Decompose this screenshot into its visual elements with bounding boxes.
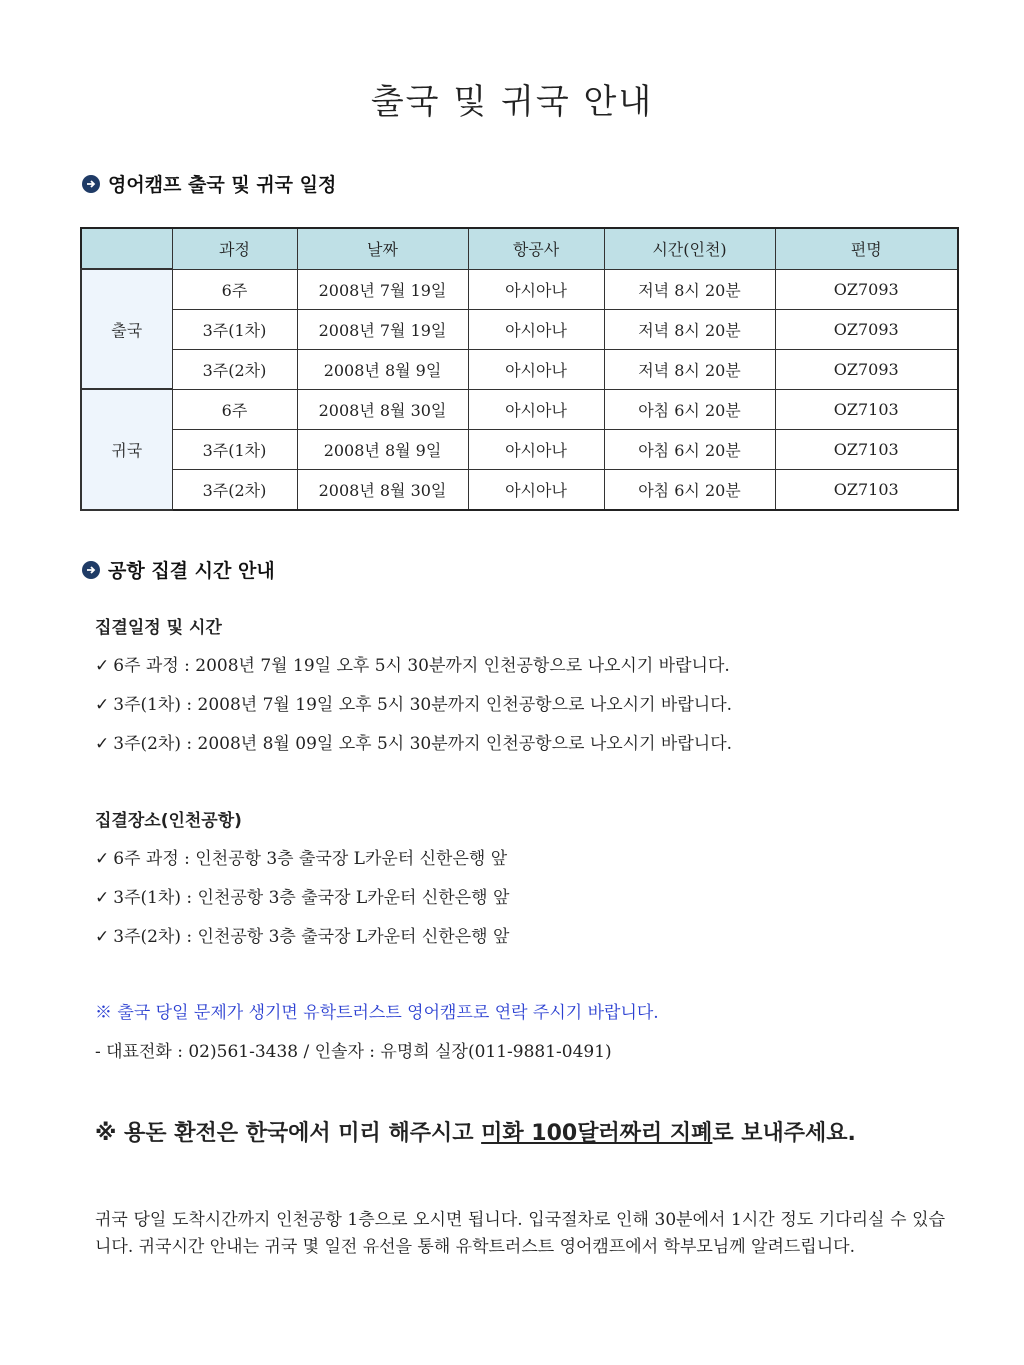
header-cell: 편명 [775, 228, 958, 269]
header-cell: 과정 [172, 228, 297, 269]
checkmark-icon: ✓ [95, 849, 110, 869]
course-cell: 6주 [172, 389, 297, 429]
table-row [81, 429, 958, 469]
group-label-departure: 출국 [81, 269, 172, 389]
airline-cell: 아시아나 [468, 469, 604, 510]
header-cell: 날짜 [297, 228, 468, 269]
airline-cell: 아시아나 [468, 269, 604, 309]
return-info-paragraph: 귀국 당일 도착시간까지 인천공항 1층으로 오시면 됩니다. 입국절차로 인해 30분에서 1시간 정도 기다리실 수 있습니다. 귀국시간 안내는 귀국 몇 일전 유선을 통해 유학트러스트 영어캠프에서 학부모님께 알려드립니다. [95, 1210, 945, 1257]
checkmark-icon: ✓ [95, 695, 110, 715]
assembly-place-item: ✓ 3주(2차) : 인천공항 3층 출국장 L카운터 신한은행 앞 [95, 927, 510, 947]
header-cell [81, 228, 172, 269]
header-cell: 시간(인천) [604, 228, 775, 269]
time-cell: 저녁 8시 20분 [604, 309, 775, 349]
assembly-time-title: 집결일정 및 시간 [95, 618, 222, 638]
date-cell: 2008년 8월 9일 [297, 349, 468, 389]
arrow-right-circle-icon [82, 561, 100, 579]
exchange-emphasis: 미화 100달러짜리 지폐 [481, 1121, 713, 1146]
course-cell: 3주(1차) [172, 309, 297, 349]
arrow-right-circle-icon [82, 175, 100, 193]
contact-info: - 대표전화 : 02)561-3438 / 인솔자 : 유명희 실장(011-9881-0491) [95, 1042, 612, 1062]
airline-cell: 아시아나 [468, 429, 604, 469]
checkmark-icon: ✓ [95, 656, 110, 676]
flight-cell: OZ7093 [775, 349, 958, 389]
emergency-notice: ※ 출국 당일 문제가 생기면 유학트러스트 영어캠프로 연락 주시기 바랍니다. [95, 1003, 659, 1023]
date-cell: 2008년 7월 19일 [297, 269, 468, 309]
airline-cell: 아시아나 [468, 349, 604, 389]
group-label-return: 귀국 [81, 389, 172, 510]
date-cell: 2008년 7월 19일 [297, 309, 468, 349]
schedule-table [80, 227, 959, 511]
airline-cell: 아시아나 [468, 389, 604, 429]
flight-cell: OZ7093 [775, 269, 958, 309]
date-cell: 2008년 8월 30일 [297, 389, 468, 429]
course-cell: 3주(2차) [172, 349, 297, 389]
assembly-place-item: ✓ 6주 과정 : 인천공항 3층 출국장 L카운터 신한은행 앞 [95, 849, 508, 869]
table-row [81, 389, 958, 429]
date-cell: 2008년 8월 9일 [297, 429, 468, 469]
header-cell: 항공사 [468, 228, 604, 269]
date-cell: 2008년 8월 30일 [297, 469, 468, 510]
table-row [81, 309, 958, 349]
schedule-section-heading [82, 170, 336, 197]
airline-cell: 아시아나 [468, 309, 604, 349]
time-cell: 저녁 8시 20분 [604, 349, 775, 389]
table-row [81, 349, 958, 389]
flight-cell: OZ7103 [775, 469, 958, 510]
flight-cell: OZ7103 [775, 429, 958, 469]
flight-cell: OZ7093 [775, 309, 958, 349]
course-cell: 3주(1차) [172, 429, 297, 469]
time-cell: 아침 6시 20분 [604, 389, 775, 429]
schedule-heading-text: 영어캠프 출국 및 귀국 일정 [108, 174, 337, 196]
checkmark-icon: ✓ [95, 888, 110, 908]
assembly-section-heading [82, 556, 275, 583]
course-cell: 6주 [172, 269, 297, 309]
exchange-notice: ※ 용돈 환전은 한국에서 미리 해주시고 미화 100달러짜리 지폐로 보내주세요. [95, 1121, 856, 1146]
time-cell: 저녁 8시 20분 [604, 269, 775, 309]
table-row [81, 469, 958, 510]
assembly-place-title: 집결장소(인천공항) [95, 811, 242, 831]
course-cell: 3주(2차) [172, 469, 297, 510]
time-cell: 아침 6시 20분 [604, 469, 775, 510]
checkmark-icon: ✓ [95, 734, 110, 754]
assembly-time-item: ✓ 3주(2차) : 2008년 8월 09일 오후 5시 30분까지 인천공항으로 나오시기 바랍니다. [95, 734, 733, 754]
page-title: 출국 및 귀국 안내 [370, 82, 654, 122]
time-cell: 아침 6시 20분 [604, 429, 775, 469]
flight-cell: OZ7103 [775, 389, 958, 429]
table-row [81, 269, 958, 309]
checkmark-icon: ✓ [95, 927, 110, 947]
assembly-time-item: ✓ 6주 과정 : 2008년 7월 19일 오후 5시 30분까지 인천공항으로 나오시기 바랍니다. [95, 656, 730, 676]
assembly-place-item: ✓ 3주(1차) : 인천공항 3층 출국장 L카운터 신한은행 앞 [95, 888, 510, 908]
assembly-heading-text: 공항 집결 시간 안내 [108, 560, 275, 582]
table-header-row [81, 228, 958, 269]
assembly-time-item: ✓ 3주(1차) : 2008년 7월 19일 오후 5시 30분까지 인천공항으로 나오시기 바랍니다. [95, 695, 733, 715]
